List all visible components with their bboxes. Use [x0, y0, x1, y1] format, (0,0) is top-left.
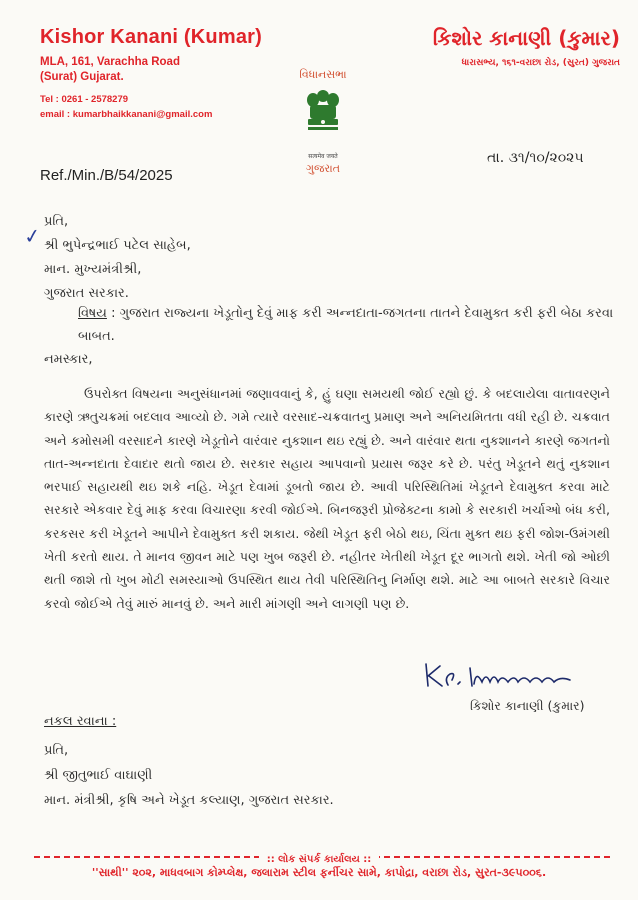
letterhead-gujarati: [390, 26, 620, 68]
ashoka-emblem-icon: [300, 88, 346, 148]
tick-mark-icon: ✓: [22, 222, 43, 250]
gujarat-label: ગુજરાત: [305, 162, 341, 175]
mla-name-gujarati: કિશોર કાનાણી (કુમાર): [432, 26, 620, 50]
vidhansabha-label: વિધાનસભા: [299, 68, 347, 81]
footer-address: ''સાથી'' ૨૦૨, માધવબાગ કોમ્પ્લેક્ષ, જલારામ સ્ટીલ ફર્નીચર સામે, કાપોદ્રા, વરાછા રોડ, સુરત-૩૯૫૦૦૬.: [91, 866, 547, 879]
state-emblem-block: [288, 68, 358, 176]
recipient-line: ગુજરાત સરકાર.: [44, 286, 129, 301]
emblem-motto: सत्यमेव जयते: [308, 153, 338, 160]
letterhead-english: [40, 26, 270, 122]
letter-date: તા. ૩૧/૧૦/૨૦૨૫: [487, 150, 584, 166]
address-gujarati: ધારાસભ્ય, ૧૬૧-વરાછા રોડ, (સુરત) ગુજરાત: [461, 58, 620, 68]
copy-to-block: [44, 738, 334, 813]
recipient-line: શ્રી ભુપેન્દ્રભાઈ પટેલ સાહેબ,: [44, 238, 191, 253]
footer-title: :: લોક સંપર્ક કાર્યાલય ::: [259, 854, 380, 865]
reference-number: Ref./Min./B/54/2025: [40, 167, 173, 184]
copy-to-heading: નકલ રવાના :: [44, 714, 117, 729]
letter-body: ઉપરોક્ત વિષયના અનુસંધાનમાં જણાવવાનું કે, હું ઘણા સમયથી જોઈ રહ્યો છું. કે બદલાયેલા વાતાવરણને કારણે ઋતુચક્રમાં બદલાવ આવ્યો છે. ગમે ત્યારે વરસાદ-ચક્રવાતનુ પ્રમાણ અને અનિયમિતતા વધી રહી છે. ચક્રવાત અને કમોસમી વરસાદને કારણે ખેડૂતોને વારંવાર નુકશાન થઇ રહ્યું છે. અને વારંવાર થતા નુકશાનને કારણે જગતનો તાત-અન્નદાતા દેવાદાર થતો જાય છે. સરકાર સહાય આપવાનો પ્રયાસ જરૂર કરે છે. પરંતુ ખેડૂતને થતું નુકશાન ભરપાઈ સહાયથી થઇ શકે નહિ. ખેડૂત દેવામાં ડૂબતો જાય છે. આવી પરિસ્થિતિમાં ખેડૂતને દેવામુક્ત કરવા માટે સરકારે એકવાર દેવું માફ કરવા વિચારણા કરવી જોઈએ. બિનજરૂરી પ્રોજેક્ટના કામો કે સરકારી ખર્ચાઓ બંધ કરી, કરકસર કરી ખેડૂતને આપીને દેવામુક્ત કરી શકાય. જેથી ખેડૂત ફરી બેઠો થઇ, ચિંતા મુક્ત થઇ ફરી જોશ-ઉમંગથી ખેતી કરતો થાય. તે માનવ જીવન માટે પણ ખુબ જરૂરી છે. નહીતર ખેતીથી ખેડૂત દૂર ભાગતો થશે. ખેતી જો ઓછી થતી જાશે તો ખુબ મોટી સમસ્યાઓ ઉપસ્થિત થાય તેવી પરિસ્થિતિનુ નિર્માણ થશે. માટે આ બાબતે સરકારે વિચાર કરવો જોઈએ તેવું મારું માનવું છે. અને મારી માંગણી અને લાગણી પણ છે.: [44, 386, 610, 611]
recipient-line: માન. મુખ્યમંત્રીશ્રી,: [44, 262, 142, 277]
footer-title-wrap: [0, 847, 638, 866]
greeting: નમસ્કાર,: [44, 352, 93, 367]
copy-line: પ્રતિ,: [44, 743, 69, 758]
email: email : kumarbhaikkanani@gmail.com: [40, 109, 213, 120]
copy-line: શ્રી જીતુભાઈ વાઘાણી: [44, 768, 153, 783]
mla-name-english: Kishor Kanani (Kumar): [40, 26, 263, 48]
address-line-1: MLA, 161, Varachha Road: [40, 56, 180, 68]
signer-name: કિશોર કાનાણી (કુમાર): [470, 698, 585, 713]
telephone: Tel : 0261 - 2578279: [40, 94, 129, 105]
recipient-block: [44, 210, 191, 306]
subject-line: [78, 302, 623, 348]
subject-text: : ગુજરાત રાજ્યના ખેડૂતોનુ દેવું માફ કરી અન્નદાતા-જગતના તાતને દેવામુક્ત કરી ફરી બેઠા કરવા બાબત.: [78, 306, 614, 344]
address-line-2: (Surat) Gujarat.: [40, 71, 124, 83]
copy-line: માન. મંત્રીશ્રી, કૃષિ અને ખેડૂત કલ્યાણ, ગુજરાત સરકાર.: [44, 793, 334, 808]
handwritten-signature: [420, 660, 600, 690]
subject-label: વિષય: [78, 306, 107, 321]
recipient-line: પ્રતિ,: [44, 214, 69, 229]
